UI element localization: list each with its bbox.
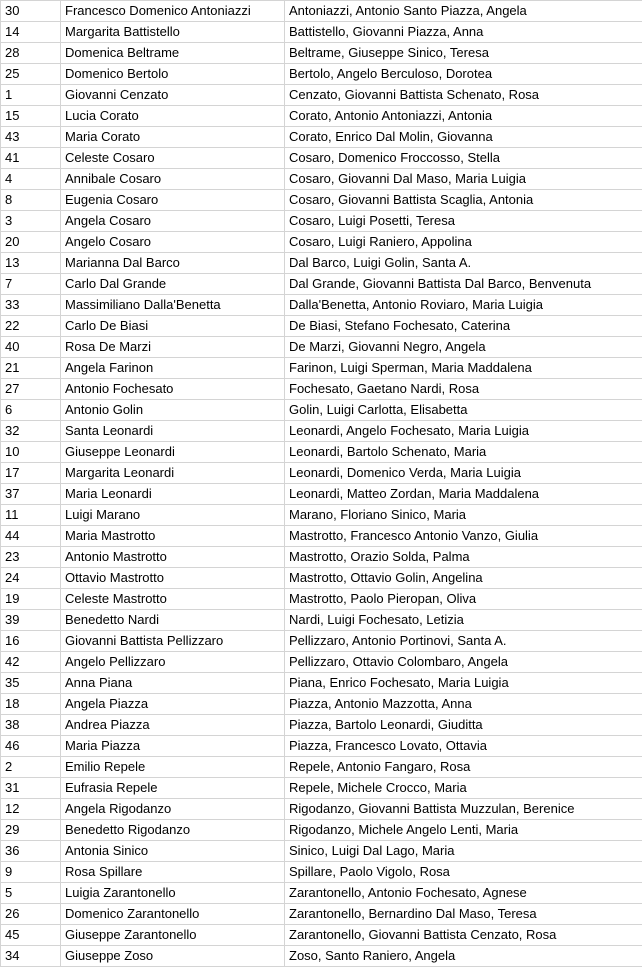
parents-cell[interactable]: Fochesato, Gaetano Nardi, Rosa: [285, 379, 642, 400]
name-cell[interactable]: Domenico Bertolo: [61, 64, 285, 85]
parents-cell[interactable]: Pellizzaro, Ottavio Colombaro, Angela: [285, 652, 642, 673]
table-row: [1, 253, 642, 274]
parents-cell[interactable]: Leonardi, Angelo Fochesato, Maria Luigia: [285, 421, 642, 442]
num-cell[interactable]: 43: [1, 127, 61, 148]
table-row: [1, 211, 642, 232]
parents-cell[interactable]: Piazza, Antonio Mazzotta, Anna: [285, 694, 642, 715]
num-cell[interactable]: 12: [1, 799, 61, 820]
table-row: [1, 820, 642, 841]
parents-cell[interactable]: Piana, Enrico Fochesato, Maria Luigia: [285, 673, 642, 694]
table-row: [1, 169, 642, 190]
table-row: [1, 631, 642, 652]
num-cell[interactable]: 17: [1, 463, 61, 484]
table-row: [1, 274, 642, 295]
name-cell[interactable]: Giovanni Battista Pellizzaro: [61, 631, 285, 652]
table-row: [1, 85, 642, 106]
parents-cell[interactable]: Cosaro, Luigi Posetti, Teresa: [285, 211, 642, 232]
num-cell[interactable]: 18: [1, 694, 61, 715]
name-cell[interactable]: Rosa De Marzi: [61, 337, 285, 358]
name-cell[interactable]: Marianna Dal Barco: [61, 253, 285, 274]
table-row: [1, 505, 642, 526]
name-cell[interactable]: Andrea Piazza: [61, 715, 285, 736]
parents-cell[interactable]: Dalla'Benetta, Antonio Roviaro, Maria Luigia: [285, 295, 642, 316]
table-row: [1, 22, 642, 43]
parents-cell[interactable]: Nardi, Luigi Fochesato, Letizia: [285, 610, 642, 631]
table-row: [1, 589, 642, 610]
table-row: [1, 379, 642, 400]
table-row: [1, 673, 642, 694]
name-cell[interactable]: Angelo Pellizzaro: [61, 652, 285, 673]
parents-cell[interactable]: Corato, Antonio Antoniazzi, Antonia: [285, 106, 642, 127]
parents-cell[interactable]: Mastrotto, Ottavio Golin, Angelina: [285, 568, 642, 589]
name-cell[interactable]: Luigia Zarantonello: [61, 883, 285, 904]
name-cell[interactable]: Giuseppe Zoso: [61, 946, 285, 967]
table-row: [1, 400, 642, 421]
table-row: [1, 64, 642, 85]
num-cell[interactable]: 39: [1, 610, 61, 631]
name-cell[interactable]: Antonio Mastrotto: [61, 547, 285, 568]
name-cell[interactable]: Maria Leonardi: [61, 484, 285, 505]
num-cell[interactable]: 37: [1, 484, 61, 505]
table-row: [1, 841, 642, 862]
num-cell[interactable]: 28: [1, 43, 61, 64]
name-cell[interactable]: Angelo Cosaro: [61, 232, 285, 253]
name-cell[interactable]: Antonio Fochesato: [61, 379, 285, 400]
table-row: [1, 232, 642, 253]
num-cell[interactable]: 7: [1, 274, 61, 295]
name-cell[interactable]: Margarita Battistello: [61, 22, 285, 43]
name-cell[interactable]: Celeste Mastrotto: [61, 589, 285, 610]
parents-cell[interactable]: Zarantonello, Bernardino Dal Maso, Teresa: [285, 904, 642, 925]
table-row: [1, 862, 642, 883]
name-cell[interactable]: Giuseppe Zarantonello: [61, 925, 285, 946]
table-row: [1, 295, 642, 316]
table-row: [1, 925, 642, 946]
num-cell[interactable]: 44: [1, 526, 61, 547]
num-cell[interactable]: 10: [1, 442, 61, 463]
name-cell[interactable]: Eufrasia Repele: [61, 778, 285, 799]
parents-cell[interactable]: Leonardi, Bartolo Schenato, Maria: [285, 442, 642, 463]
table-row: [1, 610, 642, 631]
num-cell[interactable]: 16: [1, 631, 61, 652]
num-cell[interactable]: 1: [1, 85, 61, 106]
parents-cell[interactable]: Zarantonello, Antonio Fochesato, Agnese: [285, 883, 642, 904]
name-cell[interactable]: Giuseppe Leonardi: [61, 442, 285, 463]
parents-cell[interactable]: Rigodanzo, Michele Angelo Lenti, Maria: [285, 820, 642, 841]
num-cell[interactable]: 11: [1, 505, 61, 526]
parents-cell[interactable]: Cosaro, Giovanni Dal Maso, Maria Luigia: [285, 169, 642, 190]
name-cell[interactable]: Benedetto Rigodanzo: [61, 820, 285, 841]
num-cell[interactable]: 38: [1, 715, 61, 736]
name-cell[interactable]: Domenico Zarantonello: [61, 904, 285, 925]
parents-cell[interactable]: Rigodanzo, Giovanni Battista Muzzulan, Berenice: [285, 799, 642, 820]
name-cell[interactable]: Massimiliano Dalla'Benetta: [61, 295, 285, 316]
name-cell[interactable]: Eugenia Cosaro: [61, 190, 285, 211]
parents-cell[interactable]: Spillare, Paolo Vigolo, Rosa: [285, 862, 642, 883]
name-cell[interactable]: Domenica Beltrame: [61, 43, 285, 64]
name-cell[interactable]: Margarita Leonardi: [61, 463, 285, 484]
name-cell[interactable]: Rosa Spillare: [61, 862, 285, 883]
num-cell[interactable]: 19: [1, 589, 61, 610]
table-row: [1, 43, 642, 64]
num-cell[interactable]: 14: [1, 22, 61, 43]
num-cell[interactable]: 34: [1, 946, 61, 967]
num-cell[interactable]: 15: [1, 106, 61, 127]
parents-cell[interactable]: Marano, Floriano Sinico, Maria: [285, 505, 642, 526]
num-cell[interactable]: 25: [1, 64, 61, 85]
parents-cell[interactable]: Mastrotto, Paolo Pieropan, Oliva: [285, 589, 642, 610]
num-cell[interactable]: 42: [1, 652, 61, 673]
parents-cell[interactable]: De Marzi, Giovanni Negro, Angela: [285, 337, 642, 358]
name-cell[interactable]: Santa Leonardi: [61, 421, 285, 442]
name-cell[interactable]: Angela Farinon: [61, 358, 285, 379]
parents-cell[interactable]: Cosaro, Domenico Froccosso, Stella: [285, 148, 642, 169]
name-cell[interactable]: Anna Piana: [61, 673, 285, 694]
table-row: [1, 358, 642, 379]
name-cell[interactable]: Emilio Repele: [61, 757, 285, 778]
num-cell[interactable]: 20: [1, 232, 61, 253]
num-cell[interactable]: 41: [1, 148, 61, 169]
name-cell[interactable]: Antonia Sinico: [61, 841, 285, 862]
name-cell[interactable]: Antonio Golin: [61, 400, 285, 421]
table-row: [1, 799, 642, 820]
name-cell[interactable]: Carlo Dal Grande: [61, 274, 285, 295]
table-row: [1, 127, 642, 148]
num-cell[interactable]: 36: [1, 841, 61, 862]
num-cell[interactable]: 24: [1, 568, 61, 589]
table-row: [1, 484, 642, 505]
parents-cell[interactable]: Farinon, Luigi Sperman, Maria Maddalena: [285, 358, 642, 379]
table-row: [1, 463, 642, 484]
parents-cell[interactable]: Cosaro, Luigi Raniero, Appolina: [285, 232, 642, 253]
name-cell[interactable]: Benedetto Nardi: [61, 610, 285, 631]
table-row: [1, 904, 642, 925]
num-cell[interactable]: 33: [1, 295, 61, 316]
table-row: [1, 526, 642, 547]
name-cell[interactable]: Maria Corato: [61, 127, 285, 148]
num-cell[interactable]: 23: [1, 547, 61, 568]
name-cell[interactable]: Francesco Domenico Antoniazzi: [61, 1, 285, 22]
num-cell[interactable]: 13: [1, 253, 61, 274]
parents-cell[interactable]: Dal Grande, Giovanni Battista Dal Barco, Benvenuta: [285, 274, 642, 295]
parents-cell[interactable]: Bertolo, Angelo Berculoso, Dorotea: [285, 64, 642, 85]
name-cell[interactable]: Giovanni Cenzato: [61, 85, 285, 106]
parents-cell[interactable]: Zarantonello, Giovanni Battista Cenzato, Rosa: [285, 925, 642, 946]
table-row: [1, 316, 642, 337]
name-cell[interactable]: Angela Cosaro: [61, 211, 285, 232]
table-row: [1, 715, 642, 736]
name-cell[interactable]: Annibale Cosaro: [61, 169, 285, 190]
parents-cell[interactable]: Piazza, Bartolo Leonardi, Giuditta: [285, 715, 642, 736]
parents-cell[interactable]: Zoso, Santo Raniero, Angela: [285, 946, 642, 967]
name-cell[interactable]: Maria Mastrotto: [61, 526, 285, 547]
parents-cell[interactable]: Cenzato, Giovanni Battista Schenato, Rosa: [285, 85, 642, 106]
parents-cell[interactable]: Golin, Luigi Carlotta, Elisabetta: [285, 400, 642, 421]
table-row: [1, 568, 642, 589]
name-cell[interactable]: Maria Piazza: [61, 736, 285, 757]
table-body: [1, 1, 642, 967]
num-cell[interactable]: 30: [1, 1, 61, 22]
name-cell[interactable]: Angela Rigodanzo: [61, 799, 285, 820]
parents-cell[interactable]: Piazza, Francesco Lovato, Ottavia: [285, 736, 642, 757]
num-cell[interactable]: 35: [1, 673, 61, 694]
table-row: [1, 694, 642, 715]
num-cell[interactable]: 31: [1, 778, 61, 799]
parents-cell[interactable]: Repele, Antonio Fangaro, Rosa: [285, 757, 642, 778]
parents-cell[interactable]: Mastrotto, Francesco Antonio Vanzo, Giulia: [285, 526, 642, 547]
parents-cell[interactable]: Mastrotto, Orazio Solda, Palma: [285, 547, 642, 568]
num-cell[interactable]: 29: [1, 820, 61, 841]
name-cell[interactable]: Carlo De Biasi: [61, 316, 285, 337]
table-row: [1, 778, 642, 799]
name-cell[interactable]: Luigi Marano: [61, 505, 285, 526]
table-row: [1, 421, 642, 442]
parents-cell[interactable]: Corato, Enrico Dal Molin, Giovanna: [285, 127, 642, 148]
num-cell[interactable]: 5: [1, 883, 61, 904]
num-cell[interactable]: 32: [1, 421, 61, 442]
num-cell[interactable]: 6: [1, 400, 61, 421]
num-cell[interactable]: 21: [1, 358, 61, 379]
num-cell[interactable]: 3: [1, 211, 61, 232]
parents-cell[interactable]: Beltrame, Giuseppe Sinico, Teresa: [285, 43, 642, 64]
table-row: [1, 757, 642, 778]
num-cell[interactable]: 40: [1, 337, 61, 358]
table-row: [1, 442, 642, 463]
num-cell[interactable]: 2: [1, 757, 61, 778]
num-cell[interactable]: 26: [1, 904, 61, 925]
table-row: [1, 106, 642, 127]
parents-cell[interactable]: Cosaro, Giovanni Battista Scaglia, Antonia: [285, 190, 642, 211]
name-cell[interactable]: Ottavio Mastrotto: [61, 568, 285, 589]
num-cell[interactable]: 46: [1, 736, 61, 757]
table-row: [1, 190, 642, 211]
parents-cell[interactable]: Dal Barco, Luigi Golin, Santa A.: [285, 253, 642, 274]
parents-cell[interactable]: Pellizzaro, Antonio Portinovi, Santa A.: [285, 631, 642, 652]
table-row: [1, 547, 642, 568]
table-row: [1, 946, 642, 967]
parents-cell[interactable]: Leonardi, Matteo Zordan, Maria Maddalena: [285, 484, 642, 505]
parents-cell[interactable]: Sinico, Luigi Dal Lago, Maria: [285, 841, 642, 862]
parents-cell[interactable]: Antoniazzi, Antonio Santo Piazza, Angela: [285, 1, 642, 22]
num-cell[interactable]: 4: [1, 169, 61, 190]
table-row: [1, 1, 642, 22]
num-cell[interactable]: 45: [1, 925, 61, 946]
table-row: [1, 736, 642, 757]
table-row: [1, 148, 642, 169]
name-cell[interactable]: Celeste Cosaro: [61, 148, 285, 169]
num-cell[interactable]: 9: [1, 862, 61, 883]
parents-cell[interactable]: Leonardi, Domenico Verda, Maria Luigia: [285, 463, 642, 484]
num-cell[interactable]: 27: [1, 379, 61, 400]
num-cell[interactable]: 22: [1, 316, 61, 337]
num-cell[interactable]: 8: [1, 190, 61, 211]
table-row: [1, 337, 642, 358]
name-cell[interactable]: Lucia Corato: [61, 106, 285, 127]
table-row: [1, 883, 642, 904]
parents-cell[interactable]: Battistello, Giovanni Piazza, Anna: [285, 22, 642, 43]
parents-cell[interactable]: Repele, Michele Crocco, Maria: [285, 778, 642, 799]
name-cell[interactable]: Angela Piazza: [61, 694, 285, 715]
table-row: [1, 652, 642, 673]
parents-cell[interactable]: De Biasi, Stefano Fochesato, Caterina: [285, 316, 642, 337]
